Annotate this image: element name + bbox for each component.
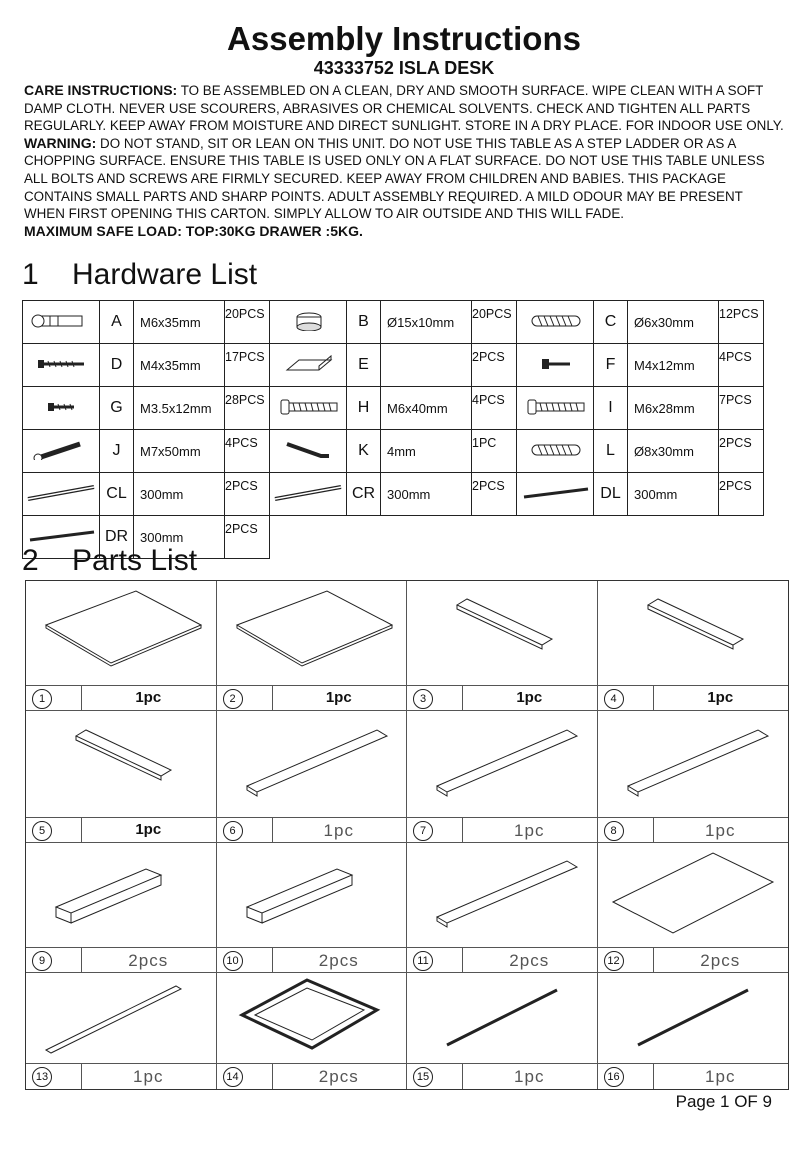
hardware-heading xyxy=(22,258,257,292)
part-number: 16 xyxy=(604,1067,624,1087)
document-title: Assembly Instructions xyxy=(227,20,581,57)
part-drawer-side-drawing xyxy=(217,847,407,948)
hardware-spec: 300mm xyxy=(134,516,225,559)
part-cell xyxy=(598,711,789,843)
hardware-code: CL xyxy=(100,473,134,516)
part-strip-drawing xyxy=(26,970,216,1071)
part-qty: 1pc xyxy=(705,1067,736,1086)
part-number: 10 xyxy=(223,951,243,971)
hardware-spec: 4mm xyxy=(381,430,472,473)
part-cell xyxy=(407,581,598,711)
hardware-code: DL xyxy=(594,473,628,516)
part-label xyxy=(407,685,597,711)
short-screw-icon xyxy=(518,362,592,377)
part-number: 15 xyxy=(413,1067,433,1087)
parts-section-number: 2 xyxy=(22,544,39,577)
part-rod-drawing xyxy=(407,970,597,1071)
hardware-qty: 20PCS xyxy=(225,301,270,344)
part-drawer-side-drawing xyxy=(26,847,216,948)
hardware-spec: M4x35mm xyxy=(134,344,225,387)
part-cell xyxy=(217,581,408,711)
part-cell xyxy=(26,711,217,843)
part-label xyxy=(26,817,216,843)
hardware-spec: M6x35mm xyxy=(134,301,225,344)
part-label xyxy=(217,1063,407,1089)
hardware-code: H xyxy=(347,387,381,430)
wood-dowel-icon xyxy=(518,319,592,334)
rail-icon xyxy=(518,491,592,506)
hardware-code: K xyxy=(347,430,381,473)
part-panel-large-drawing xyxy=(26,585,216,686)
hardware-spec: 300mm xyxy=(381,473,472,516)
screw-icon xyxy=(24,362,98,377)
part-number: 6 xyxy=(223,821,243,841)
part-label xyxy=(26,685,216,711)
part-board-short-drawing xyxy=(598,585,788,686)
part-cell xyxy=(217,843,408,973)
part-number: 5 xyxy=(32,821,52,841)
hardware-qty: 4PCS xyxy=(472,387,517,430)
hardware-code: A xyxy=(100,301,134,344)
part-label xyxy=(217,817,407,843)
part-cell xyxy=(598,581,789,711)
part-board-short-drawing xyxy=(407,585,597,686)
part-number: 2 xyxy=(223,689,243,709)
hardware-spec: 300mm xyxy=(628,473,719,516)
part-cell xyxy=(407,843,598,973)
wood-dowel-icon xyxy=(518,448,592,463)
allen-key-icon xyxy=(271,448,345,463)
part-board-long-drawing xyxy=(407,847,597,948)
part-cell xyxy=(407,711,598,843)
part-qty: 1pc xyxy=(514,821,545,840)
hardware-qty: 2PCS xyxy=(472,344,517,387)
part-qty: 2pcs xyxy=(318,1067,359,1086)
product-title: 43333752 ISLA DESK xyxy=(313,58,495,78)
care-instructions xyxy=(24,82,784,240)
hardware-spec: 300mm xyxy=(134,473,225,516)
cam-lock-icon xyxy=(271,319,345,334)
hardware-spec: Ø6x30mm xyxy=(628,301,719,344)
hardware-code: L xyxy=(594,430,628,473)
hardware-section-number: 1 xyxy=(22,258,39,291)
part-number: 12 xyxy=(604,951,624,971)
part-board-long-drawing xyxy=(598,716,788,817)
part-qty: 2pcs xyxy=(509,951,550,970)
part-qty: 1pc xyxy=(516,689,543,706)
part-number: 7 xyxy=(413,821,433,841)
hardware-row xyxy=(23,387,764,430)
part-cell xyxy=(407,973,598,1089)
warning-label: WARNING: xyxy=(24,134,97,151)
hardware-qty: 17PCS xyxy=(225,344,270,387)
hardware-spec: M3.5x12mm xyxy=(134,387,225,430)
part-frame-drawing xyxy=(217,970,407,1071)
part-number: 13 xyxy=(32,1067,52,1087)
part-cell xyxy=(598,973,789,1089)
part-number: 11 xyxy=(413,951,433,971)
hardware-qty: 20PCS xyxy=(472,301,517,344)
hardware-spec: M4x12mm xyxy=(628,344,719,387)
part-qty: 1pc xyxy=(135,689,162,706)
warning-text: DO NOT STAND, SIT OR LEAN ON THIS UNIT. DO NOT USE THIS TABLE AS A STEP LADDER OR AS A CHOPPING SURFACE. ENSURE THIS TABLE IS USED ONLY ON A FLAT SURFACE. DO NOT USE THIS TABLE UNLESS ALL BOLTS AND SCREWS ARE FIRMLY SECURED. KEEP AWAY FROM CHILDREN AND BABIES. THIS PACKAGE CONTAINS SMALL PARTS AND SHARP POINTS. ADULT ASSEMBLY REQUIRED. A MILD ODOUR MAY BE PRESENT WHEN FIRST OPENING THIS CARTON. SIMPLY ALLOW TO AIR OUTSIDE AND THIS WILL FADE. xyxy=(24,135,765,222)
hardware-code: J xyxy=(100,430,134,473)
hardware-section-title: Hardware List xyxy=(72,258,258,291)
part-cell xyxy=(598,843,789,973)
hardware-qty: 2PCS xyxy=(225,473,270,516)
parts-section-title: Parts List xyxy=(72,544,198,577)
page-number: Page 1 OF 9 xyxy=(675,1092,772,1111)
part-qty: 2pcs xyxy=(700,951,741,970)
parts-grid xyxy=(25,580,789,1090)
hardware-code: CR xyxy=(347,473,381,516)
part-panel-thin-drawing xyxy=(598,847,788,948)
part-label xyxy=(598,685,789,711)
hardware-spec: Ø15x10mm xyxy=(381,301,472,344)
part-qty: 2pcs xyxy=(318,951,359,970)
care-label: CARE INSTRUCTIONS: xyxy=(24,82,178,98)
part-qty: 1pc xyxy=(323,821,354,840)
part-number: 8 xyxy=(604,821,624,841)
hardware-qty: 2PCS xyxy=(719,430,764,473)
hardware-code: G xyxy=(100,387,134,430)
part-cell xyxy=(26,973,217,1089)
hardware-code: B xyxy=(347,301,381,344)
part-label xyxy=(407,817,597,843)
hardware-qty: 1PC xyxy=(472,430,517,473)
part-label xyxy=(598,1063,789,1089)
part-number: 1 xyxy=(32,689,52,709)
hardware-spec: Ø8x30mm xyxy=(628,430,719,473)
part-number: 3 xyxy=(413,689,433,709)
hardware-code: C xyxy=(594,301,628,344)
hardware-code: F xyxy=(594,344,628,387)
hardware-spec: M6x40mm xyxy=(381,387,472,430)
part-cell xyxy=(217,973,408,1089)
bolt-icon xyxy=(271,405,345,420)
hardware-code: E xyxy=(347,344,381,387)
part-qty: 1pc xyxy=(705,821,736,840)
hardware-qty: 2PCS xyxy=(472,473,517,516)
part-label xyxy=(217,685,407,711)
max-load: MAXIMUM SAFE LOAD: TOP:30KG DRAWER :5KG. xyxy=(24,222,363,239)
part-qty: 1pc xyxy=(325,689,352,706)
part-rod-drawing xyxy=(598,970,788,1071)
parts-heading xyxy=(22,544,197,578)
part-number: 4 xyxy=(604,689,624,709)
part-board-long-drawing xyxy=(217,716,407,817)
drawer-runner-icon xyxy=(24,491,98,506)
hardware-spec: M7x50mm xyxy=(134,430,225,473)
part-qty: 2pcs xyxy=(128,951,169,970)
part-cell xyxy=(217,711,408,843)
hardware-qty: 4PCS xyxy=(719,344,764,387)
bolt-icon xyxy=(518,405,592,420)
hardware-spec xyxy=(381,344,472,387)
part-label xyxy=(598,817,789,843)
hardware-row xyxy=(23,430,764,473)
hardware-table xyxy=(22,300,764,559)
hardware-row xyxy=(23,473,764,516)
part-panel-large-drawing xyxy=(217,585,407,686)
hardware-qty: 2PCS xyxy=(719,473,764,516)
hardware-spec: M6x28mm xyxy=(628,387,719,430)
hardware-code: I xyxy=(594,387,628,430)
part-label xyxy=(26,1063,216,1089)
hardware-qty: 28PCS xyxy=(225,387,270,430)
drawer-runner-icon xyxy=(271,491,345,506)
part-qty: 1pc xyxy=(514,1067,545,1086)
dowel-bolt-icon xyxy=(24,319,98,334)
hardware-row xyxy=(23,301,764,344)
hardware-qty: 7PCS xyxy=(719,387,764,430)
part-board-short-drawing xyxy=(26,716,216,817)
care-text: TO BE ASSEMBLED ON A CLEAN, DRY AND SMOOTH SURFACE. WIPE CLEAN WITH A SOFT DAMP CLOTH. NEVER USE SCOURERS, ABRASIVES OR CHEMICAL SOLVENTS. CHECK AND TIGHTEN ALL PARTS REGULARLY. KEEP AWAY FROM MOISTURE AND DIRECT SUNLIGHT. STORE IN A DRY PLACE. FOR INDOOR USE ONLY. xyxy=(24,83,784,134)
hardware-row xyxy=(23,344,764,387)
part-board-long-drawing xyxy=(407,716,597,817)
hardware-qty: 2PCS xyxy=(225,516,270,559)
part-qty: 1pc xyxy=(707,689,734,706)
small-screw-icon xyxy=(24,405,98,420)
part-number: 14 xyxy=(223,1067,243,1087)
hardware-code: DR xyxy=(100,516,134,559)
part-cell xyxy=(26,581,217,711)
part-qty: 1pc xyxy=(135,821,162,838)
confirmat-screw-icon xyxy=(24,448,98,463)
hardware-qty: 4PCS xyxy=(225,430,270,473)
part-cell xyxy=(26,843,217,973)
part-number: 9 xyxy=(32,951,52,971)
bracket-icon xyxy=(271,362,345,377)
part-label xyxy=(407,1063,597,1089)
part-qty: 1pc xyxy=(133,1067,164,1086)
hardware-code: D xyxy=(100,344,134,387)
hardware-qty: 12PCS xyxy=(719,301,764,344)
